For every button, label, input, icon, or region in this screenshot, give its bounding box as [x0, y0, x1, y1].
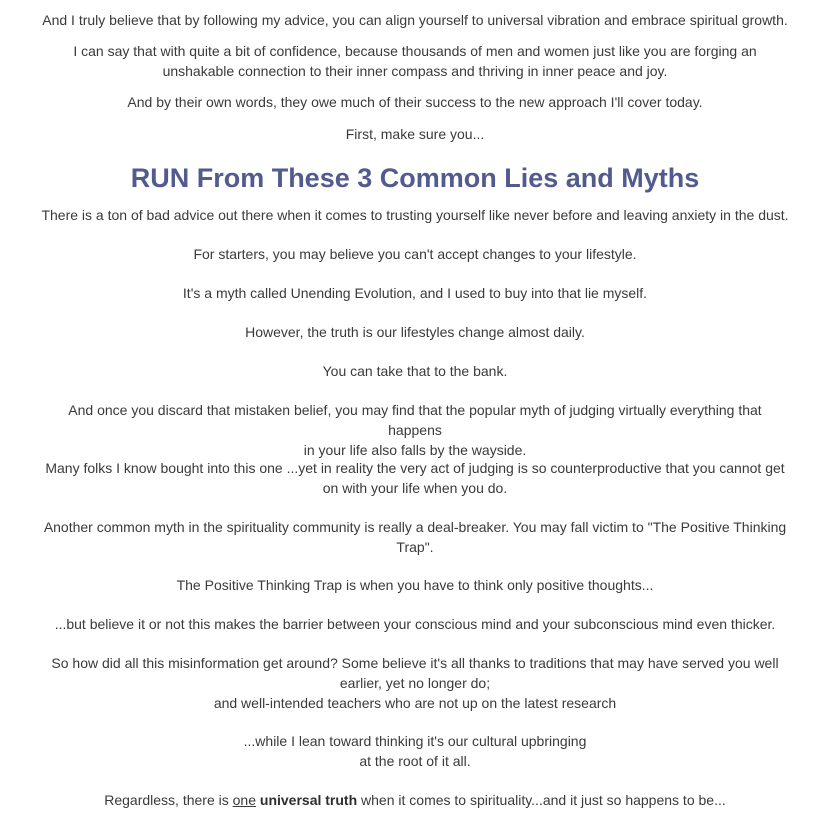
body-paragraph-6-line-1: And once you discard that mistaken belief, you may find that the popular myth of judging virtually everything that happens — [68, 402, 762, 438]
body-paragraph-11-line-1: So how did all this misinformation get around? Some believe it's all thanks to traditions that may have served you well — [51, 655, 779, 671]
body-paragraph-11-line-2: earlier, yet no longer do; — [339, 675, 491, 691]
body-paragraph-9: The Positive Thinking Trap is when you have to think only positive thoughts... — [176, 577, 654, 593]
body-paragraph-12-line-2: at the root of it all. — [359, 753, 471, 769]
intro-paragraph-4: First, make sure you... — [345, 126, 485, 142]
body-paragraph-5: You can take that to the bank. — [322, 363, 508, 379]
body-paragraph-8-line-2: Trap". — [396, 539, 434, 555]
intro-paragraph-3: And by their own words, they owe much of their success to the new approach I'll cover today. — [127, 94, 703, 110]
body-paragraph-6 — [40, 400, 790, 460]
body-paragraph-4: However, the truth is our lifestyles change almost daily. — [245, 324, 585, 340]
body-paragraph-13 — [40, 790, 790, 810]
body-paragraph-7 — [40, 458, 790, 498]
body-paragraph-8 — [40, 517, 790, 557]
body-paragraph-3: It's a myth called Unending Evolution, and I used to buy into that lie myself. — [182, 285, 648, 301]
body-paragraph-12-line-1: ...while I lean toward thinking it's our cultural upbringing — [243, 733, 587, 749]
body-paragraph-13-post: when it comes to spirituality...and it just so happens to be... — [357, 792, 726, 808]
body-paragraph-6-line-2: in your life also falls by the wayside. — [303, 442, 527, 458]
intro-paragraph-1: And I truly believe that by following my advice, you can align yourself to universal vibration and embrace spiritual growth. — [42, 12, 788, 28]
intro-paragraph-2 — [40, 41, 790, 81]
body-paragraph-2: For starters, you may believe you can't accept changes to your lifestyle. — [193, 246, 637, 262]
body-paragraph-13-pre: Regardless, there is — [104, 792, 233, 808]
body-paragraph-10: ...but believe it or not this makes the barrier between your conscious mind and your subconscious mind even thicker. — [54, 616, 776, 632]
body-paragraph-12 — [40, 731, 790, 771]
intro-paragraph-2-line-1: I can say that with quite a bit of confidence, because thousands of men and women just like you are forging an — [73, 43, 757, 59]
body-paragraph-7-line-1: Many folks I know bought into this one ...yet in reality the very act of judging is so counterproductive that you cannot get — [45, 460, 785, 476]
intro-paragraph-2-line-2: unshakable connection to their inner compass and thriving in inner peace and joy. — [162, 63, 668, 79]
emphasis-universal-truth: universal truth — [259, 792, 358, 808]
body-paragraph-11 — [40, 653, 790, 713]
body-paragraph-8-line-1: Another common myth in the spirituality community is really a deal-breaker. You may fall victim to "The Positive Thinking — [43, 519, 787, 535]
body-paragraph-11-line-3: and well-intended teachers who are not up on the latest research — [213, 695, 617, 711]
section-heading: RUN From These 3 Common Lies and Myths — [130, 163, 700, 193]
emphasis-one: one — [232, 792, 256, 808]
body-paragraph-7-line-2: on with your life when you do. — [322, 480, 508, 496]
body-paragraph-1: There is a ton of bad advice out there when it comes to trusting yourself like never before and leaving anxiety in the dust. — [41, 207, 789, 223]
